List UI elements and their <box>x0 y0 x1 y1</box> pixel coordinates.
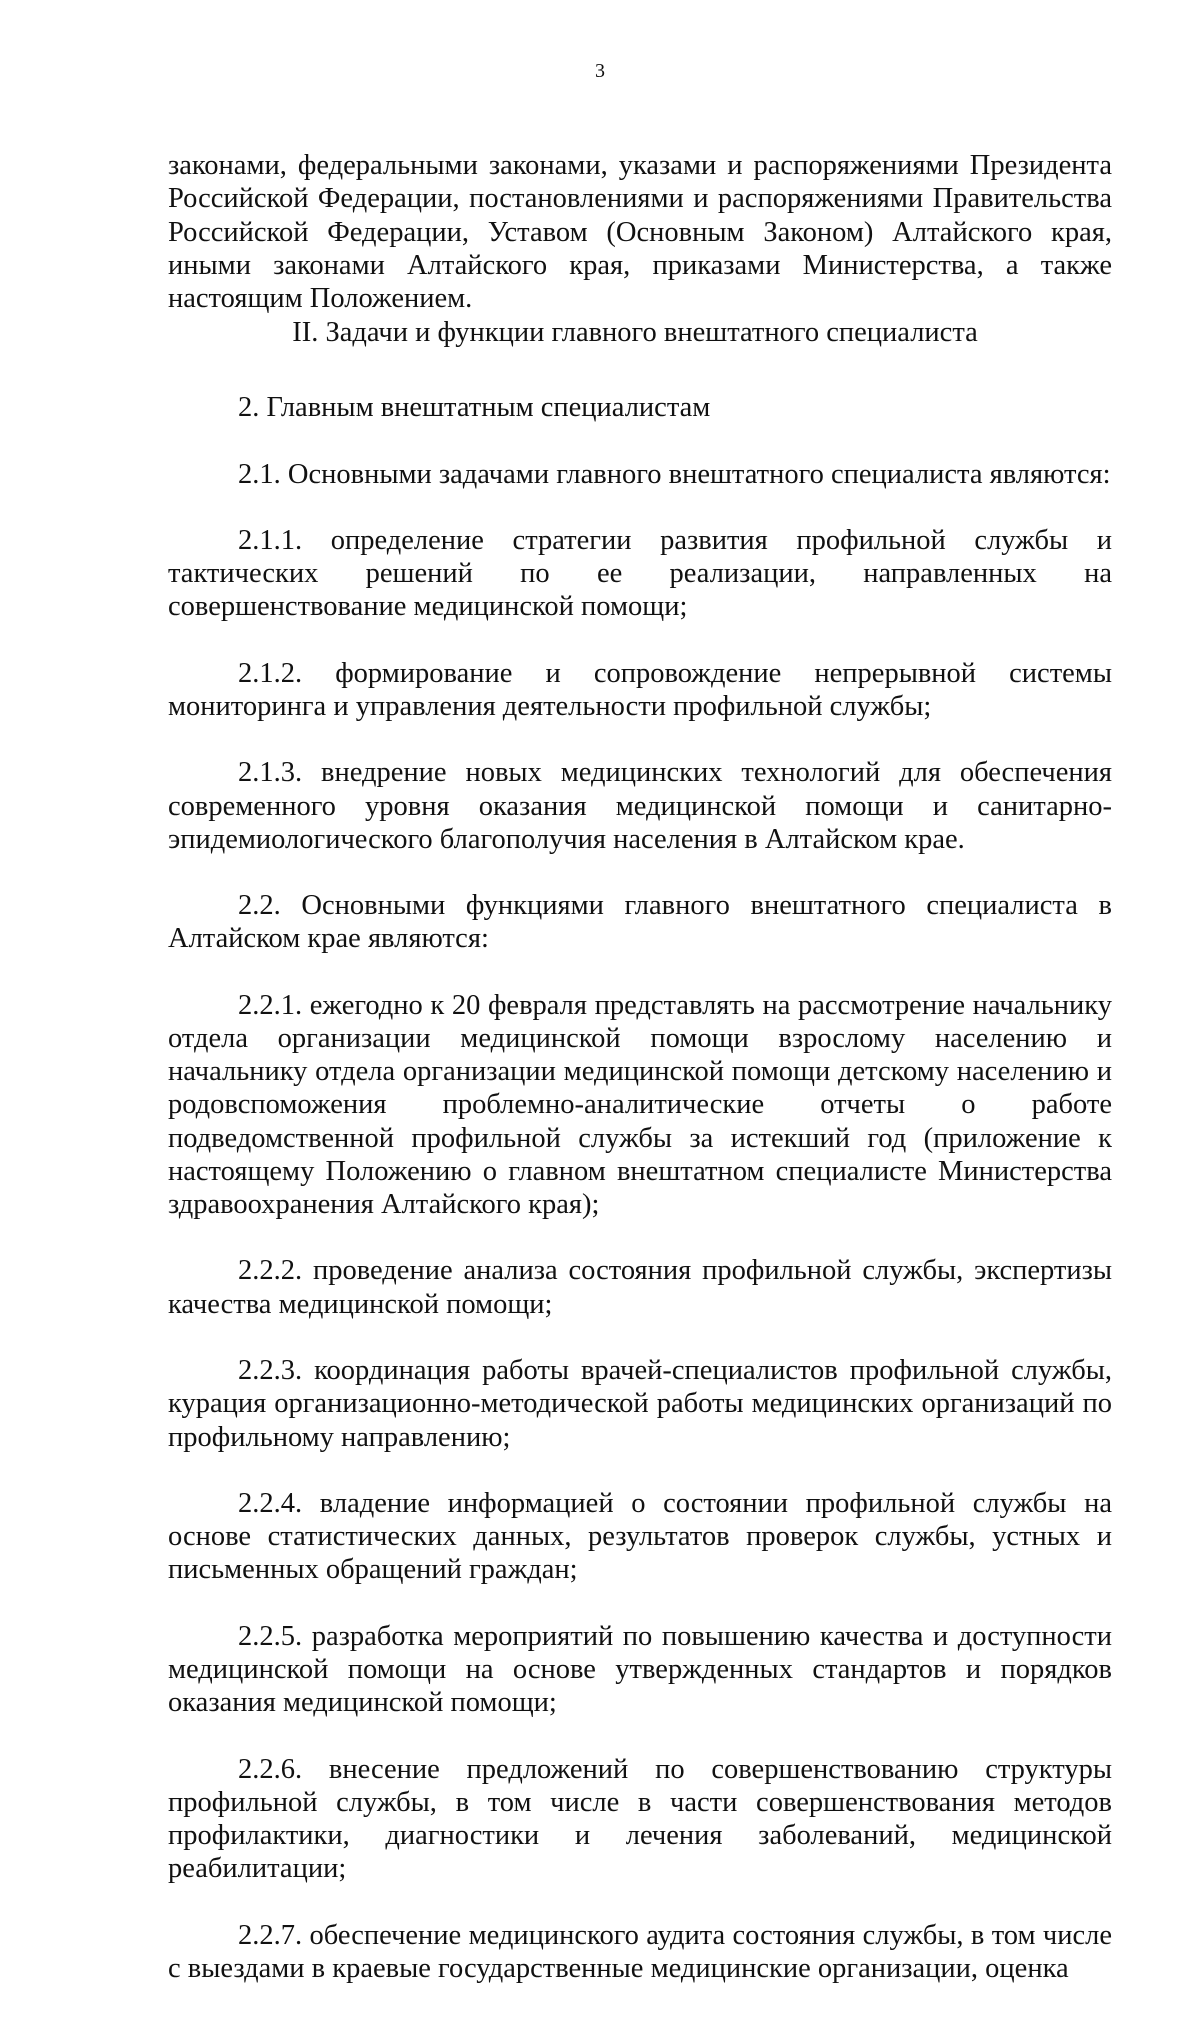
intro-paragraph-text: законами, федеральными законами, указами и распоряжениями Президента Российской Федерации, постановлениями и распоряжениями Правительства Российской Федерации, Уставом (Основным Законом) Алтайского края, иными законами Алтайского края, приказами Министерства, а также настоящим Положением. <box>168 150 1112 315</box>
paragraph-2-1-2: 2.1.2. формирование и сопровождение непрерывной системы мониторинга и управления деятельности профильной службы; <box>168 657 1112 723</box>
section-heading: II. Задачи и функции главного внештатного специалиста <box>292 317 978 348</box>
paragraph-2-2-7: 2.2.7. обеспечение медицинского аудита состояния службы, в том числе с выездами в краевые государственные медицинские организации, оценка <box>168 1919 1112 1984</box>
page-number: 3 <box>595 60 605 82</box>
paragraph-2-2-1: 2.2.1. ежегодно к 20 февраля представлять на рассмотрение начальнику отдела организации медицинской помощи взрослому населению и начальнику отдела организации медицинской помощи детскому населению и родовспоможения проблемно-аналитические отчеты о работе подведомственной профильной службы за истекший год (приложение к настоящему Положению о главном внештатном специалисте Министерства здравоохранения Алтайского края); <box>168 989 1112 1221</box>
paragraph-2-1: 2.1. Основными задачами главного внештатного специалиста являются: <box>238 458 1111 490</box>
paragraph-2-2-3: 2.2.3. координация работы врачей-специалистов профильной службы, курация организационно-методической работы медицинских организаций по профильному направлению; <box>168 1355 1112 1453</box>
paragraph-2: 2. Главным внештатным специалистам <box>238 392 711 424</box>
paragraph-2-2: 2.2. Основными функциями главного внештатного специалиста в Алтайском крае являются: <box>168 890 1112 955</box>
section-body <box>168 358 1112 2018</box>
paragraph-2-1-1: 2.1.1. определение стратегии развития профильной службы и тактических решений по ее реализации, направленных на совершенствование медицинской помощи; <box>168 525 1112 623</box>
intro-paragraph <box>168 116 1112 348</box>
paragraph-2-1-3: 2.1.3. внедрение новых медицинских технологий для обеспечения современного уровня оказания медицинской помощи и санитарно-эпидемиологического благополучия населения в Алтайском крае. <box>168 757 1112 855</box>
paragraph-2-2-6: 2.2.6. внесение предложений по совершенствованию структуры профильной службы, в том числе в части совершенствования методов профилактики, диагностики и лечения заболеваний, медицинской реабилитации; <box>168 1753 1112 1885</box>
paragraph-2-2-5: 2.2.5. разработка мероприятий по повышению качества и доступности медицинской помощи на основе утвержденных стандартов и порядков оказания медицинской помощи; <box>168 1620 1112 1719</box>
paragraph-2-2-4: 2.2.4. владение информацией о состоянии профильной службы на основе статистических данных, результатов проверок службы, устных и письменных обращений граждан; <box>168 1487 1112 1586</box>
paragraph-2-2-2: 2.2.2. проведение анализа состояния профильной службы, экспертизы качества медицинской помощи; <box>168 1255 1112 1320</box>
